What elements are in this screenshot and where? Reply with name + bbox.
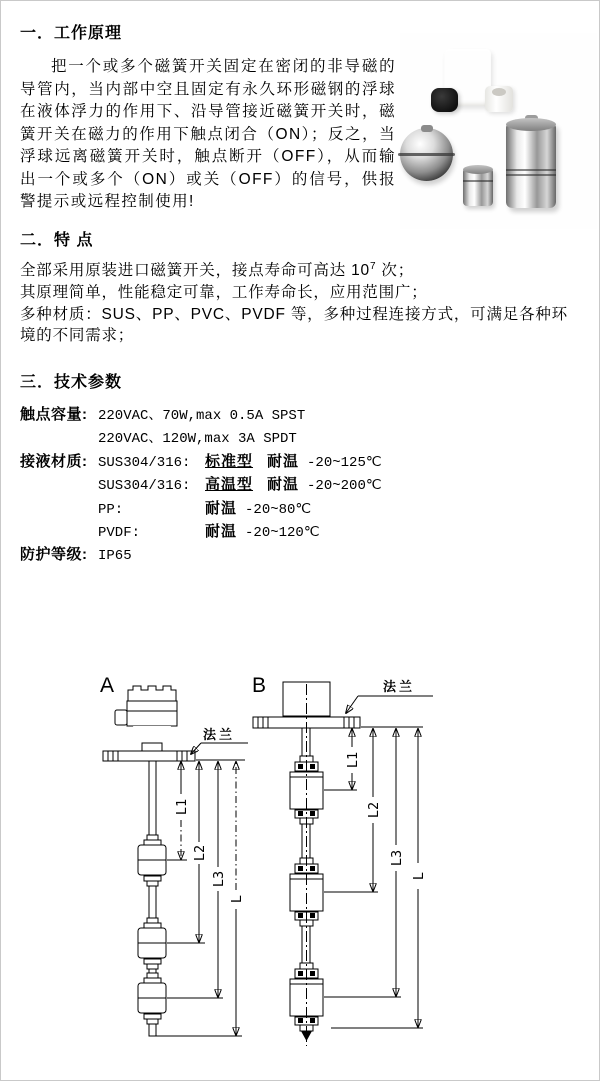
cylinder-band [506, 169, 556, 171]
dim-a-l3: L3 [211, 870, 227, 888]
dim-b-l3: L3 [389, 849, 405, 867]
cylinder-top [506, 118, 556, 131]
temp-label: 耐温 [205, 523, 238, 541]
steel-small-cylinder-float [463, 168, 493, 206]
feature-list [20, 260, 576, 347]
dim-b-l1: L1 [345, 751, 361, 769]
black-square-float [431, 88, 458, 112]
ring-hole [492, 88, 506, 96]
spec-row-material-1 [20, 451, 382, 474]
material-name: SUS304/316: [98, 478, 191, 495]
cylinder-band [506, 174, 556, 176]
spec-row-protection [20, 544, 382, 567]
cable-entry-port [115, 710, 127, 725]
neck [142, 743, 162, 751]
float-a1 [138, 835, 166, 886]
superscript: 7 [369, 260, 377, 272]
terminal-cap [128, 686, 176, 701]
temp-range: -20~80℃ [245, 501, 312, 518]
spec-value: IP65 [98, 548, 132, 565]
temp-label: 耐温 [267, 452, 300, 470]
spec-row-material-4 [20, 521, 382, 544]
product-photo [400, 33, 597, 229]
spec-row-contact-2 [20, 427, 382, 450]
ball-top-fitting [421, 125, 433, 132]
steel-ball-float [400, 128, 453, 181]
dim-b-l: L [411, 871, 427, 881]
material-type: 高温型 [205, 476, 254, 494]
flange-a-callout-label: 法兰 [203, 727, 236, 742]
material-type: 标准型 [205, 452, 254, 470]
section-2-heading: 二．特 点 [20, 232, 94, 249]
temp-label: 耐温 [267, 476, 300, 494]
section-3-heading: 三．技术参数 [20, 374, 123, 391]
temp-range: -20~200℃ [307, 478, 382, 495]
flange-a [103, 751, 195, 761]
dim-a-l: L [229, 894, 245, 904]
steel-large-cylinder-float [506, 122, 556, 208]
feature-item: 多种材质：SUS、PP、PVC、PVDF 等，多种过程连接方式，可满足各种环境的不同需求； [20, 305, 568, 345]
ball-equator-band [398, 153, 455, 156]
dim-a-l2: L2 [192, 844, 208, 862]
spec-value: 220VAC、120W,max 3A SPDT [98, 431, 297, 448]
terminal-body [127, 701, 177, 726]
spec-row-material-3 [20, 498, 382, 521]
dim-b-l2: L2 [366, 801, 382, 819]
section-1-heading: 一．工作原理 [20, 25, 123, 42]
diagram-b [252, 674, 433, 1046]
float-a2 [138, 918, 166, 969]
cylinder-top [463, 165, 493, 174]
spec-label-contact: 触点容量: [20, 406, 88, 423]
spec-label-material: 接液材质: [20, 452, 88, 470]
dim-a-l1: L1 [174, 798, 190, 816]
spec-row-contact-1 [20, 404, 382, 427]
spec-table [20, 404, 382, 568]
material-name: PP: [98, 501, 124, 518]
principle-paragraph: 把一个或多个磁簧开关固定在密闭的非导磁的导管内，当内部中空且固定有永久环形磁钢的浮球在液体浮力的作用下、沿导管接近磁簧开关时，磁簧开关在磁力的作用下触点闭合（ON）；反之，当浮球远离磁簧开关时，触点断开（OFF），从而输出一个或多个（ON）或关（OFF）的信号，供报警提示或远程控制使用! [20, 58, 396, 210]
installation-diagram [0, 640, 600, 1081]
temp-range: -20~125℃ [307, 454, 382, 471]
spec-row-material-2 [20, 474, 382, 497]
temp-label: 耐温 [205, 499, 238, 517]
float-a3 [138, 973, 166, 1024]
diagram-b-dimension-lines [352, 729, 418, 1027]
diagram-a [100, 674, 248, 1036]
feature-item: 其原理简单，性能稳定可靠，工作寿命长，应用范围广； [20, 283, 428, 301]
diagram-a-label: A [100, 674, 115, 697]
diagram-b-label: B [252, 674, 267, 697]
flange-b-callout-label: 法兰 [383, 679, 416, 694]
material-name: PVDF: [98, 525, 141, 542]
spec-label-protection: 防护等级: [20, 546, 88, 564]
neck-taper [133, 726, 171, 743]
plastic-ring-float [485, 86, 513, 112]
feature-item: 全部采用原装进口磁簧开关，接点寿命可高达 $10^7$ 次； [20, 260, 415, 279]
temp-range: -20~120℃ [245, 525, 320, 542]
spec-value: 220VAC、70W,max 0.5A SPST [98, 408, 306, 424]
material-name: SUS304/316: [98, 454, 191, 471]
cylinder-band [463, 180, 493, 182]
